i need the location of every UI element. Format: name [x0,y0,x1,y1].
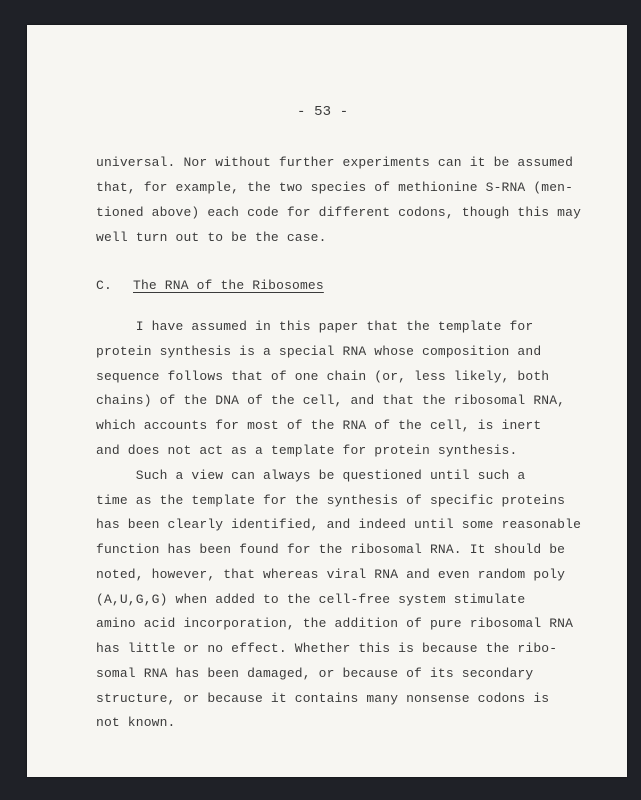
paragraph-2-line-4: chains) of the DNA of the cell, and that the ribosomal RNA, [96,393,566,408]
paragraph-3-line-3: has been clearly identified, and indeed until some reasonable [96,517,582,532]
paragraph-1-line-4: well turn out to be the case. [96,230,327,245]
paragraph-1-line-1: universal. Nor without further experiments can it be assumed [96,155,574,170]
paragraph-3-line-2: time as the template for the synthesis of specific proteins [96,493,566,508]
section-label: C. [96,278,112,293]
paragraph-3-line-9: somal RNA has been damaged, or because of its secondary [96,666,534,681]
paragraph-3-line-6: (A,U,G,G) when added to the cell-free system stimulate [96,592,526,607]
paragraph-3-line-8: has little or no effect. Whether this is because the ribo- [96,641,558,656]
paragraph-3-line-10: structure, or because it contains many nonsense codons is [96,691,550,706]
paragraph-2-line-2: protein synthesis is a special RNA whose composition and [96,344,542,359]
paragraph-2-line-6: and does not act as a template for protein synthesis. [96,443,518,458]
paragraph-3-line-1: Such a view can always be questioned until such a [96,468,526,483]
section-title: The RNA of the Ribosomes [133,278,324,293]
paragraph-3-line-5: noted, however, that whereas viral RNA and even random poly [96,567,566,582]
paragraph-3-line-4: function has been found for the ribosomal RNA. It should be [96,542,566,557]
paragraph-2-line-3: sequence follows that of one chain (or, less likely, both [96,369,550,384]
paragraph-2-line-1: I have assumed in this paper that the template for [96,319,534,334]
paragraph-2-line-5: which accounts for most of the RNA of the cell, is inert [96,418,542,433]
paragraph-3-line-11: not known. [96,715,176,730]
paragraph-1-line-2: that, for example, the two species of methionine S-RNA (men- [96,180,574,195]
page-number: - 53 - [297,104,349,120]
paragraph-3-line-7: amino acid incorporation, the addition of pure ribosomal RNA [96,616,574,631]
paper-page [27,25,627,777]
paragraph-1-line-3: tioned above) each code for different codons, though this may [96,205,582,220]
